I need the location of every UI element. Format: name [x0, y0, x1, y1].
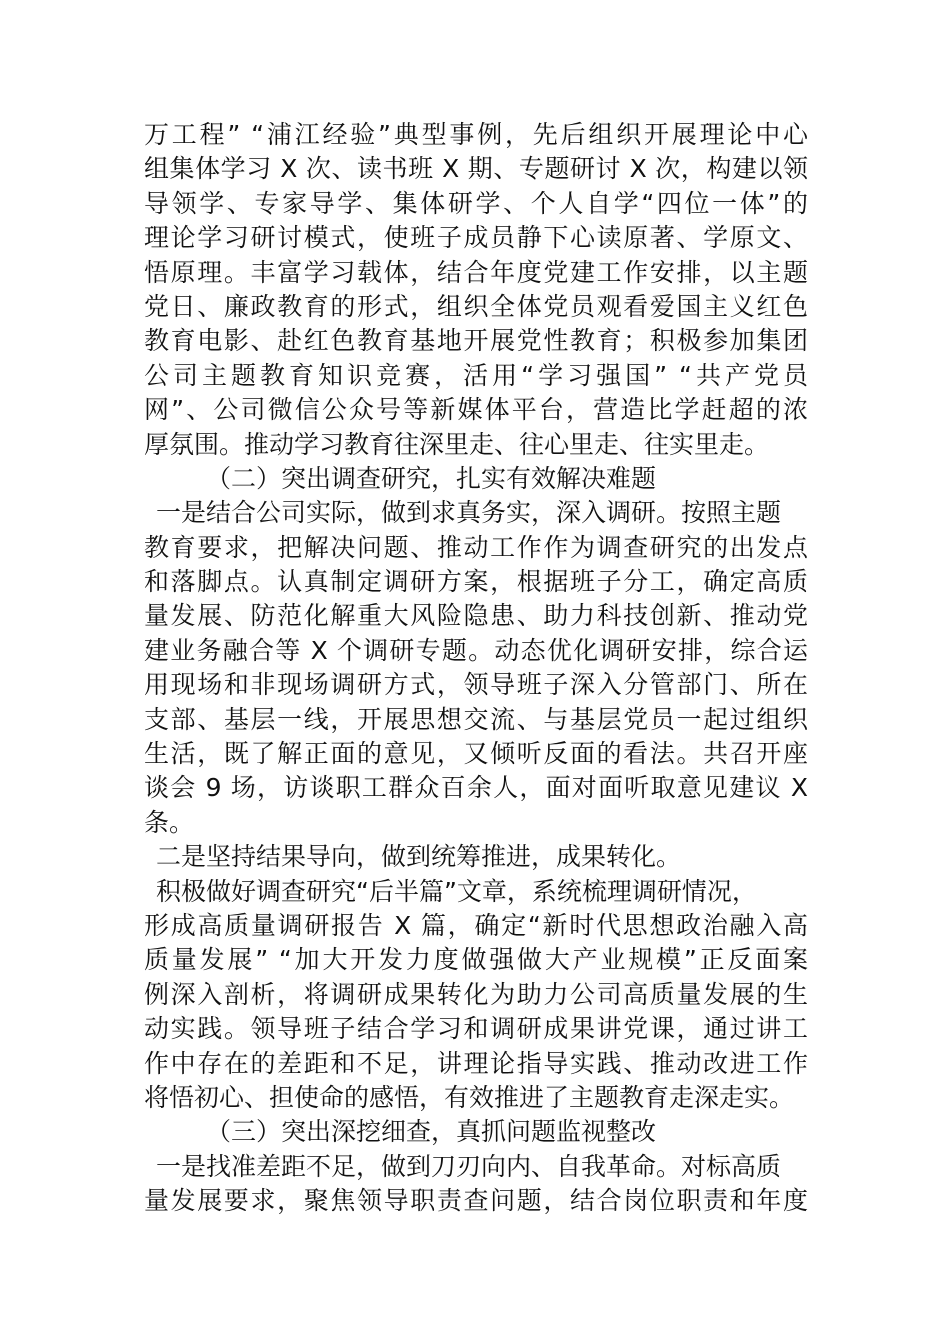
text-line: 教育电影、赴红色教育基地开展党性教育；积极参加集团 — [144, 326, 808, 356]
text-line: 量发展要求，聚焦领导职责查问题，结合岗位职责和年度 — [144, 1186, 808, 1216]
text-line: 例深入剖析，将调研成果转化为助力公司高质量发展的生 — [144, 979, 808, 1009]
text-line: 厚氛围。推动学习教育往深里走、往心里走、往实里走。 — [144, 429, 770, 459]
text-line: 教育要求，把解决问题、推动工作作为调查研究的出发点 — [144, 532, 808, 562]
text-line: 公司主题教育知识竞赛，活用“学习强国” “共产党员 — [144, 360, 808, 390]
text-line: 将悟初心、担使命的感悟，有效推进了主题教育走深走实。 — [144, 1082, 795, 1112]
text-line: 积极做好调查研究“后半篇”文章，系统梳理调研情况， — [156, 876, 757, 906]
text-line: 作中存在的差距和不足，讲理论指导实践、推动改进工作 — [144, 1048, 808, 1078]
text-line: 和落脚点。认真制定调研方案，根据班子分工，确定高质 — [144, 567, 808, 597]
text-line: 网”、公司微信公众号等新媒体平台，营造比学赶超的浓 — [144, 395, 808, 425]
text-line: 支部、基层一线，开展思想交流、与基层党员一起过组织 — [144, 704, 808, 734]
text-line: 导领学、专家导学、集体研学、个人自学“四位一体”的 — [144, 188, 808, 218]
text-line: 量发展、防范化解重大风险隐患、助力科技创新、推动党 — [144, 601, 808, 631]
text-line: 二是坚持结果导向，做到统筹推进，成果转化。 — [156, 842, 682, 872]
text-line: 组集体学习 X 次、读书班 X 期、专题研讨 X 次，构建以领 — [144, 154, 808, 184]
text-line: 万工程” “浦江经验”典型事例，先后组织开展理论中心 — [144, 120, 808, 149]
text-line: 生活，既了解正面的意见，又倾听反面的看法。共召开座 — [144, 739, 808, 769]
text-line: 用现场和非现场调研方式，领导班子深入分管部门、所在 — [144, 670, 808, 700]
text-line: 质量发展” “加大开发力度做强做大产业规模”正反面案 — [144, 945, 808, 975]
section-heading: （三）突出深挖细查，真抓问题监视整改 — [206, 1117, 657, 1147]
text-line: 悟原理。丰富学习载体，结合年度党建工作安排，以主题 — [144, 257, 808, 287]
text-line: 形成高质量调研报告 X 篇，确定“新时代思想政治融入高 — [144, 910, 808, 940]
section-heading: （二）突出调查研究，扎实有效解决难题 — [206, 463, 657, 493]
text-line: 理论学习研讨模式，使班子成员静下心读原著、学原文、 — [144, 223, 808, 253]
text-line: 动实践。领导班子结合学习和调研成果讲党课，通过讲工 — [144, 1014, 808, 1044]
text-line: 一是找准差距不足，做到刀刃向内、自我革命。对标高质 — [156, 1151, 782, 1181]
document-body — [144, 118, 808, 1219]
text-line: 条。 — [144, 807, 195, 837]
text-line: 一是结合公司实际，做到求真务实，深入调研。按照主题 — [156, 498, 782, 528]
text-line: 建业务融合等 X 个调研专题。动态优化调研安排，综合运 — [144, 635, 808, 665]
text-line: 谈会 9 场，访谈职工群众百余人，面对面听取意见建议 X — [144, 773, 808, 803]
text-line: 党日、廉政教育的形式，组织全体党员观看爱国主义红色 — [144, 291, 808, 321]
